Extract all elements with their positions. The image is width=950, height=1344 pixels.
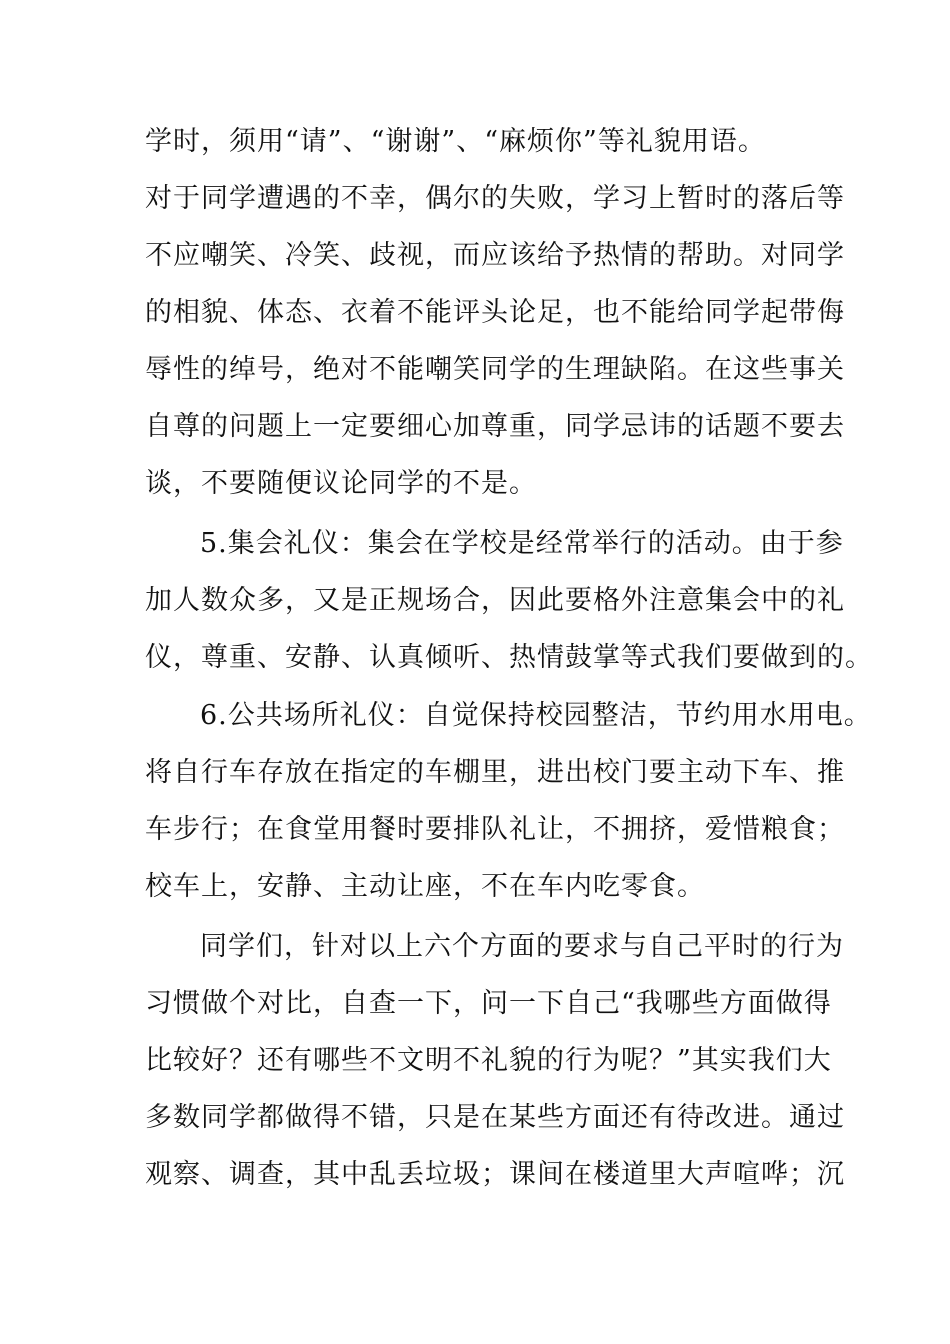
text-line: 谈，不要随便议论同学的不是。 (145, 468, 537, 499)
text-line: 学时，须用“请”、“谢谢”、“麻烦你”等礼貌用语。 (145, 126, 766, 157)
text-line: 不应嘲笑、冷笑、歧视，而应该给予热情的帮助。对同学 (145, 240, 845, 271)
paragraph-start-line: 6.公共场所礼仪：自觉保持校园整洁，节约用水用电。 (200, 700, 872, 731)
paragraph-start-line: 5.集会礼仪：集会在学校是经常举行的活动。由于参 (200, 528, 844, 559)
text-line: 自尊的问题上一定要细心加尊重，同学忌讳的话题不要去 (145, 411, 845, 442)
text-line: 比较好？还有哪些不文明不礼貌的行为呢？”其实我们大 (145, 1045, 832, 1076)
paragraph-start-line: 同学们，针对以上六个方面的要求与自己平时的行为 (200, 931, 844, 962)
text-line: 观察、调查，其中乱丢垃圾；课间在楼道里大声喧哗；沉 (145, 1159, 845, 1190)
text-line: 将自行车存放在指定的车棚里，进出校门要主动下车、推 (145, 757, 845, 788)
text-line: 习惯做个对比，自查一下，问一下自己“我哪些方面做得 (145, 988, 832, 1019)
text-line: 加人数众多，又是正规场合，因此要格外注意集会中的礼 (145, 585, 845, 616)
text-line: 辱性的绰号，绝对不能嘲笑同学的生理缺陷。在这些事关 (145, 354, 845, 385)
text-line: 对于同学遭遇的不幸，偶尔的失败，学习上暂时的落后等 (145, 183, 845, 214)
text-line: 的相貌、体态、衣着不能评头论足，也不能给同学起带侮 (145, 297, 845, 328)
text-line: 车步行；在食堂用餐时要排队礼让，不拥挤，爱惜粮食； (145, 814, 845, 845)
text-line: 仪，尊重、安静、认真倾听、热情鼓掌等式我们要做到的。 (145, 642, 873, 673)
text-line: 校车上，安静、主动让座，不在车内吃零食。 (145, 871, 705, 902)
text-line: 多数同学都做得不错，只是在某些方面还有待改进。通过 (145, 1102, 845, 1133)
